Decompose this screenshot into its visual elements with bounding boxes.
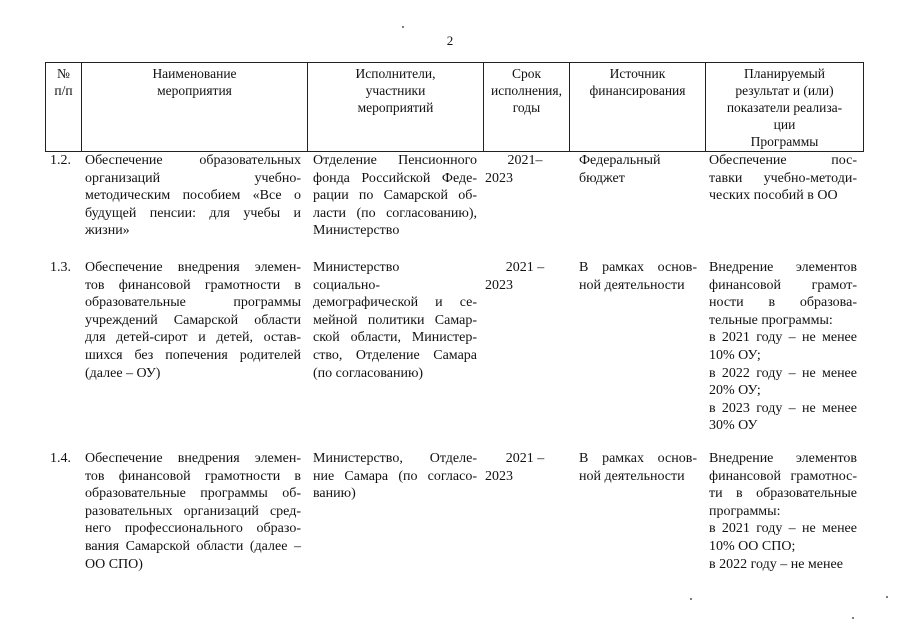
text-line: 10% ОУ; (709, 347, 761, 363)
cell-executors (313, 450, 477, 503)
text-line: образовательные программы (85, 295, 301, 311)
text-line: в 2021 году – не менее (709, 330, 857, 346)
text-line: 2021 – (505, 451, 545, 466)
header-planned-result-tail: Программы (750, 134, 819, 149)
text-line: Внедрение элементов (709, 260, 857, 275)
cell-event-name (85, 450, 301, 573)
text-line: ности в образова- (709, 295, 857, 311)
text-line: Министерство (313, 260, 400, 275)
scan-speck (402, 26, 404, 28)
text-line: тельные программы: (709, 312, 833, 328)
cell-funding-source (579, 259, 697, 294)
text-line: методическим пособием «Все о (85, 188, 301, 204)
scan-speck (852, 617, 854, 619)
row-number: 1.2. (50, 153, 71, 168)
text-line: 20% ОУ; (709, 383, 761, 399)
text-line: (по согласованию) (313, 365, 424, 381)
cell-event-name (85, 259, 301, 382)
cell-funding-source (579, 450, 697, 485)
text-line: 2023 (485, 468, 513, 484)
text-line: Обеспечение образовательных (85, 153, 301, 168)
text-line: в 2022 году – не менее (709, 365, 857, 381)
text-line: тавки учебно-методи- (709, 170, 857, 186)
text-line: Отделение Пенсионного (313, 153, 477, 168)
cell-term (485, 450, 565, 485)
text-line: социально- (313, 277, 381, 293)
text-line: финансовой грамотнос- (709, 468, 857, 484)
text-line: Обеспечение внедрения элемен- (85, 451, 301, 466)
header-term: Срок исполнения, годы (484, 63, 570, 152)
text-line: ство, Отделение Самара (313, 347, 477, 363)
text-line: ческих пособий в ОО (709, 188, 838, 204)
text-line: 30% ОУ (709, 418, 758, 434)
text-line: него профессионального образо- (85, 521, 301, 537)
text-line: в 2023 году – не менее (709, 400, 857, 416)
text-line: учреждений Самарской области (85, 312, 301, 328)
page-number: 2 (446, 33, 454, 48)
text-line: организаций учебно- (85, 170, 301, 186)
scan-speck (690, 598, 692, 600)
text-line: Министерство, Отделе- (313, 451, 477, 466)
header-number: № п/п (46, 63, 82, 152)
text-line: будущей пенсии: для учебы и (85, 205, 301, 221)
cell-event-name (85, 152, 301, 240)
cell-planned-result (709, 259, 857, 435)
text-line: 2021 – (505, 260, 545, 275)
cell-planned-result (709, 450, 857, 573)
text-line: В рамках основ- (579, 260, 697, 275)
cell-funding-source (579, 152, 697, 187)
text-line: бюджет (579, 170, 625, 186)
text-line: ной деятельности (579, 277, 685, 293)
text-line: 2023 (485, 170, 513, 186)
text-line: рации по Самарской об- (313, 188, 477, 204)
text-line: шихся без попечения родителей (85, 347, 301, 363)
text-line: ласти (по согласованию), (313, 205, 477, 221)
text-line: финансовой грамот- (709, 277, 857, 293)
text-line: для детей-сирот и детей, остав- (85, 330, 301, 346)
text-line: в 2021 году – не менее (709, 521, 857, 537)
text-line: 2023 (485, 277, 513, 293)
text-line: ной деятельности (579, 468, 685, 484)
cell-term (485, 259, 565, 294)
text-line: Министерство (313, 223, 400, 239)
text-line: мейной политики Самар- (313, 312, 477, 328)
text-line: образовательные программы об- (85, 486, 301, 502)
text-line: ОО СПО) (85, 556, 143, 572)
text-line: в 2022 году – не менее (709, 556, 843, 572)
text-line: 10% ОО СПО; (709, 538, 796, 554)
text-line: демографической и се- (313, 295, 477, 311)
scan-speck (886, 596, 888, 598)
text-line: жизни» (85, 223, 130, 239)
text-line: вания Самарской области (далее – (85, 538, 301, 554)
header-funding-source: Источник финансирования (570, 63, 706, 152)
row-number: 1.4. (50, 451, 71, 466)
cell-planned-result (709, 152, 857, 205)
text-line: ти в образовательные (709, 486, 857, 502)
cell-term (485, 152, 565, 187)
header-executors: Исполнители, участники мероприятий (308, 63, 484, 152)
text-line: Федеральный (579, 153, 661, 168)
text-line: В рамках основ- (579, 451, 697, 466)
cell-executors (313, 259, 477, 382)
row-number: 1.3. (50, 260, 71, 275)
text-line: ской области, Министер- (313, 330, 477, 346)
cell-executors (313, 152, 477, 240)
text-line: программы: (709, 503, 781, 519)
text-line: Внедрение элементов (709, 451, 857, 466)
text-line: разовательных организаций сред- (85, 503, 301, 519)
header-event-name: Наименование мероприятия (82, 63, 308, 152)
table-header (45, 62, 864, 152)
text-line: 2021– (507, 153, 543, 168)
text-line: Обеспечение внедрения элемен- (85, 260, 301, 275)
text-line: Обеспечение пос- (709, 153, 857, 168)
text-line: (далее – ОУ) (85, 365, 161, 381)
text-line: фонда Российской Феде- (313, 170, 477, 186)
text-line: тов финансовой грамотности в (85, 277, 301, 293)
text-line: тов финансовой грамотности в (85, 468, 301, 484)
text-line: ние Самара (по согласо- (313, 468, 477, 484)
header-planned-result: Планируемый результат и (или) показатели реализа- ции Программы (706, 63, 864, 152)
text-line: ванию) (313, 486, 356, 502)
